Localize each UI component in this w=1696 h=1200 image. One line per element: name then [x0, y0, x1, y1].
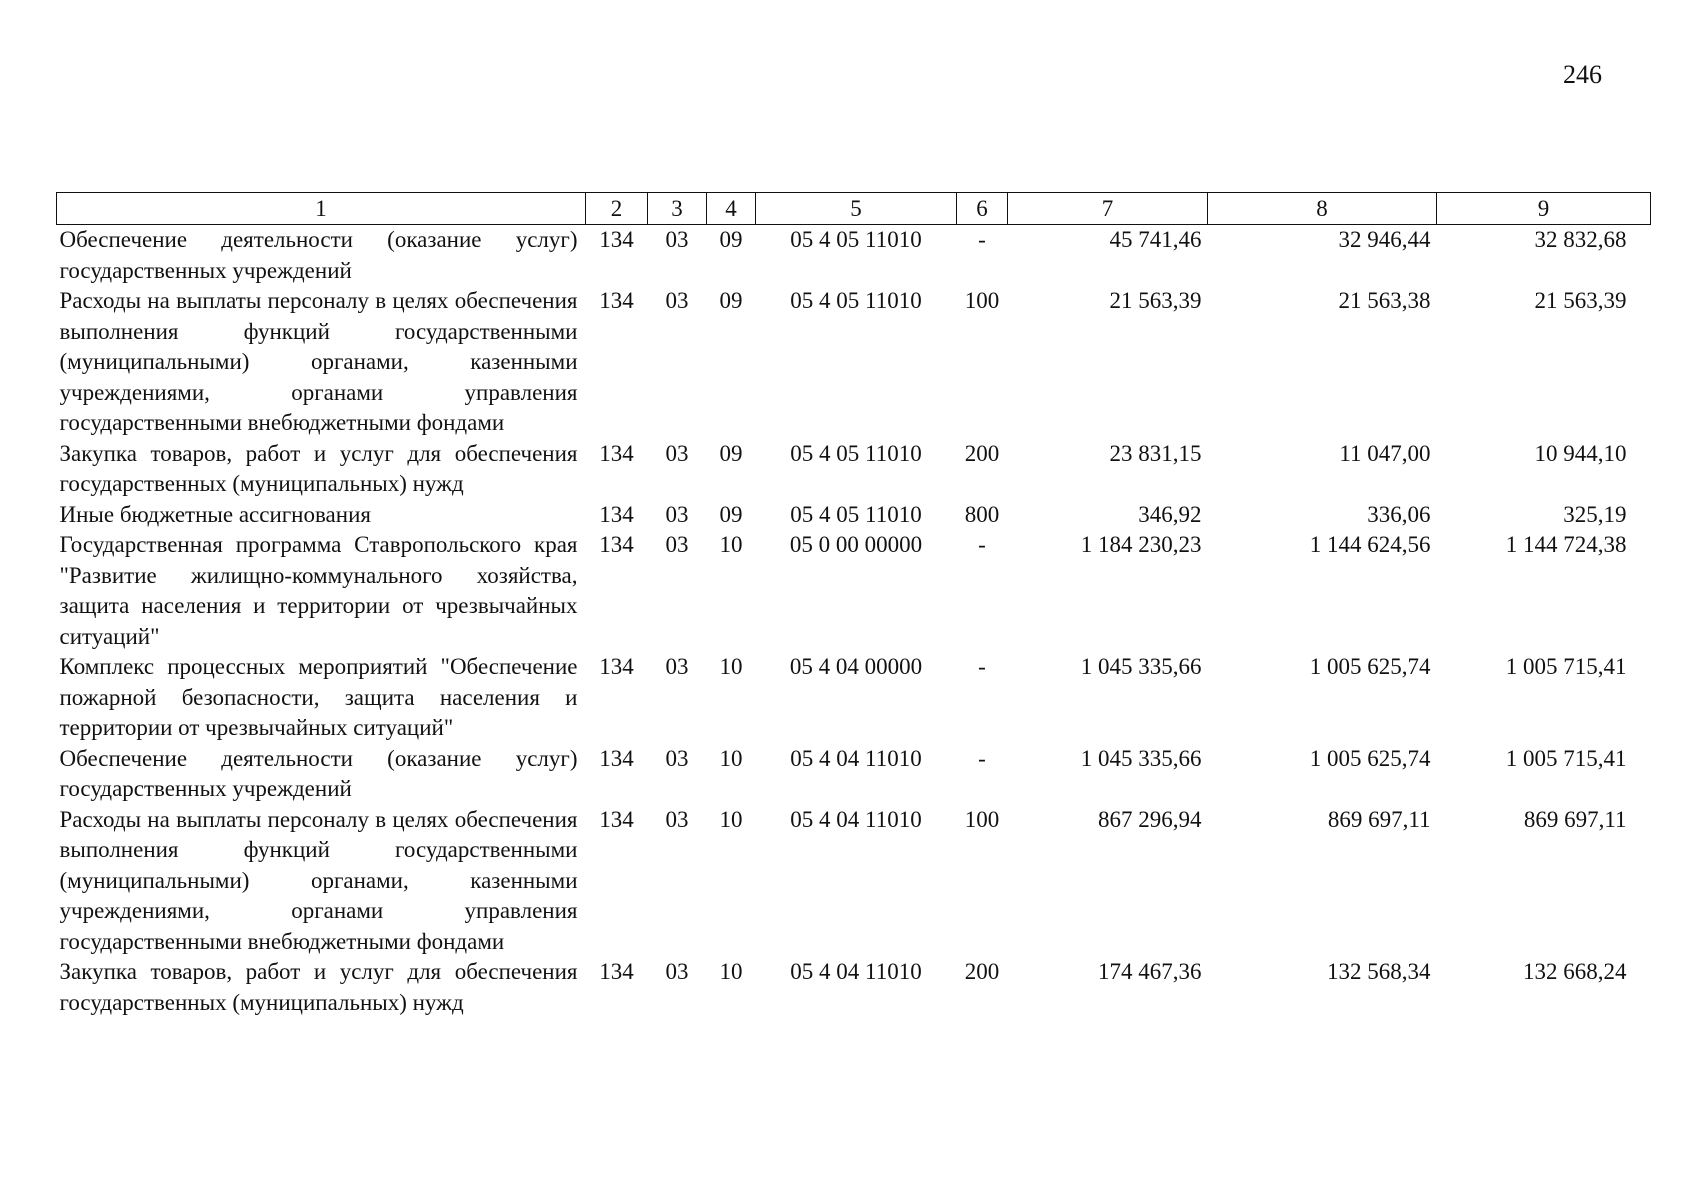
row-col-9: 132 668,24 [1523, 959, 1627, 984]
row-col-6: - [978, 745, 986, 771]
row-col-9: 1 005 715,41 [1505, 654, 1627, 679]
row-col-5: 05 4 04 11010 [790, 806, 922, 832]
row-col-5: 05 0 00 00000 [789, 532, 923, 557]
table-row [57, 957, 1651, 1018]
table-body [57, 225, 1651, 1019]
row-col-4: 09 [719, 440, 743, 466]
row-col-3: 03 [665, 745, 689, 771]
row-col-3: 03 [665, 532, 689, 557]
row-col-6: 100 [964, 288, 1000, 313]
row-col-7: 23 831,15 [1109, 440, 1202, 466]
row-col-6: - [978, 532, 986, 557]
row-col-8: 21 563,38 [1338, 288, 1431, 313]
row-col-7: 174 467,36 [1098, 959, 1202, 984]
row-name: Расходы на выплаты персоналу в целях обеспечения выполнения функций государственными (муниципальными) органами, казенными учреждениями, органами управления государственными внебюджетными фондами [59, 288, 578, 435]
table-row [57, 530, 1651, 652]
row-col-4: 10 [719, 959, 743, 984]
row-col-5: 05 4 05 11010 [790, 288, 922, 313]
row-col-8: 1 144 624,56 [1309, 532, 1431, 557]
row-col-4: 10 [719, 806, 743, 832]
row-name: Иные бюджетные ассигнования [59, 501, 371, 527]
row-col-3: 03 [665, 501, 689, 527]
table-row [57, 744, 1651, 805]
row-col-9: 1 144 724,38 [1505, 532, 1627, 557]
row-col-2: 134 [599, 227, 634, 252]
budget-table-container [56, 192, 1650, 1018]
row-col-6: 800 [964, 501, 1000, 527]
row-col-9: 325,19 [1563, 501, 1627, 527]
row-name: Обеспечение деятельности (оказание услуг) государственных учреждений [59, 227, 578, 283]
table-row [57, 805, 1651, 958]
header-row [57, 193, 1651, 225]
row-col-7: 867 296,94 [1098, 806, 1202, 832]
header-col-4: 4 [707, 193, 756, 225]
row-col-5: 05 4 04 11010 [790, 745, 922, 771]
row-col-7: 21 563,39 [1109, 288, 1202, 313]
row-col-2: 134 [599, 288, 634, 313]
row-col-2: 134 [599, 654, 634, 679]
table-row [57, 500, 1651, 531]
row-name: Закупка товаров, работ и услуг для обеспечения государственных (муниципальных) нужд [59, 440, 578, 496]
row-col-9: 1 005 715,41 [1505, 745, 1627, 771]
row-col-8: 1 005 625,74 [1309, 745, 1431, 771]
row-col-6: 200 [964, 440, 1000, 466]
row-col-7: 346,92 [1138, 501, 1202, 527]
table-header [57, 193, 1651, 225]
row-col-2: 134 [599, 532, 634, 557]
budget-table [56, 192, 1651, 1018]
header-col-2: 2 [586, 193, 648, 225]
row-col-5: 05 4 04 11010 [790, 959, 922, 984]
row-col-6: - [978, 654, 986, 679]
row-name: Комплекс процессных мероприятий "Обеспечение пожарной безопасности, защита населения и территории от чрезвычайных ситуаций" [59, 654, 578, 740]
row-col-2: 134 [599, 806, 634, 832]
row-col-8: 869 697,11 [1327, 806, 1431, 832]
row-col-7: 45 741,46 [1109, 227, 1202, 252]
row-col-3: 03 [665, 959, 689, 984]
row-col-2: 134 [599, 959, 634, 984]
table-row [57, 225, 1651, 287]
row-col-5: 05 4 05 11010 [790, 440, 922, 466]
row-col-3: 03 [665, 440, 689, 466]
row-col-8: 11 047,00 [1339, 440, 1431, 466]
header-col-1: 1 [57, 193, 586, 225]
header-col-8: 8 [1208, 193, 1437, 225]
row-name: Закупка товаров, работ и услуг для обеспечения государственных (муниципальных) нужд [59, 959, 578, 1015]
row-col-2: 134 [599, 745, 634, 771]
row-col-9: 21 563,39 [1534, 288, 1627, 313]
row-col-4: 09 [719, 501, 743, 527]
row-col-9: 869 697,11 [1523, 806, 1627, 832]
row-col-3: 03 [665, 654, 689, 679]
row-col-4: 10 [719, 532, 743, 557]
row-col-4: 09 [719, 227, 743, 252]
row-col-5: 05 4 05 11010 [790, 227, 922, 252]
header-col-9: 9 [1437, 193, 1651, 225]
header-col-5: 5 [756, 193, 957, 225]
row-col-3: 03 [665, 806, 689, 832]
row-col-7: 1 184 230,23 [1080, 532, 1202, 557]
row-name: Обеспечение деятельности (оказание услуг) государственных учреждений [59, 745, 578, 801]
row-col-5: 05 4 05 11010 [790, 501, 922, 527]
row-col-3: 03 [665, 288, 689, 313]
row-col-6: - [978, 227, 986, 252]
header-col-7: 7 [1008, 193, 1208, 225]
row-col-2: 134 [599, 501, 634, 527]
row-name: Расходы на выплаты персоналу в целях обеспечения выполнения функций государственными (муниципальными) органами, казенными учреждениями, органами управления государственными внебюджетными фондами [59, 806, 578, 954]
row-col-8: 336,06 [1367, 501, 1431, 527]
row-col-6: 200 [964, 959, 1000, 984]
header-col-6: 6 [957, 193, 1008, 225]
row-col-8: 1 005 625,74 [1309, 654, 1431, 679]
row-col-7: 1 045 335,66 [1080, 654, 1202, 679]
row-col-8: 132 568,34 [1327, 959, 1431, 984]
row-col-3: 03 [665, 227, 689, 252]
row-col-4: 09 [719, 288, 743, 313]
row-col-6: 100 [964, 806, 1000, 832]
page-number: 246 [1563, 60, 1602, 89]
table-row [57, 286, 1651, 439]
table-row [57, 439, 1651, 500]
row-col-8: 32 946,44 [1338, 227, 1431, 252]
table-row [57, 652, 1651, 744]
row-col-2: 134 [599, 440, 634, 466]
row-col-9: 10 944,10 [1534, 440, 1627, 466]
row-col-9: 32 832,68 [1534, 227, 1627, 252]
header-col-3: 3 [648, 193, 707, 225]
row-col-5: 05 4 04 00000 [789, 654, 923, 679]
row-col-4: 10 [719, 745, 743, 771]
row-col-4: 10 [719, 654, 743, 679]
row-name: Государственная программа Ставропольского края "Развитие жилищно-коммунального хозяйства, защита населения и территории от чрезвычайных ситуаций" [59, 532, 578, 649]
row-col-7: 1 045 335,66 [1080, 745, 1202, 771]
